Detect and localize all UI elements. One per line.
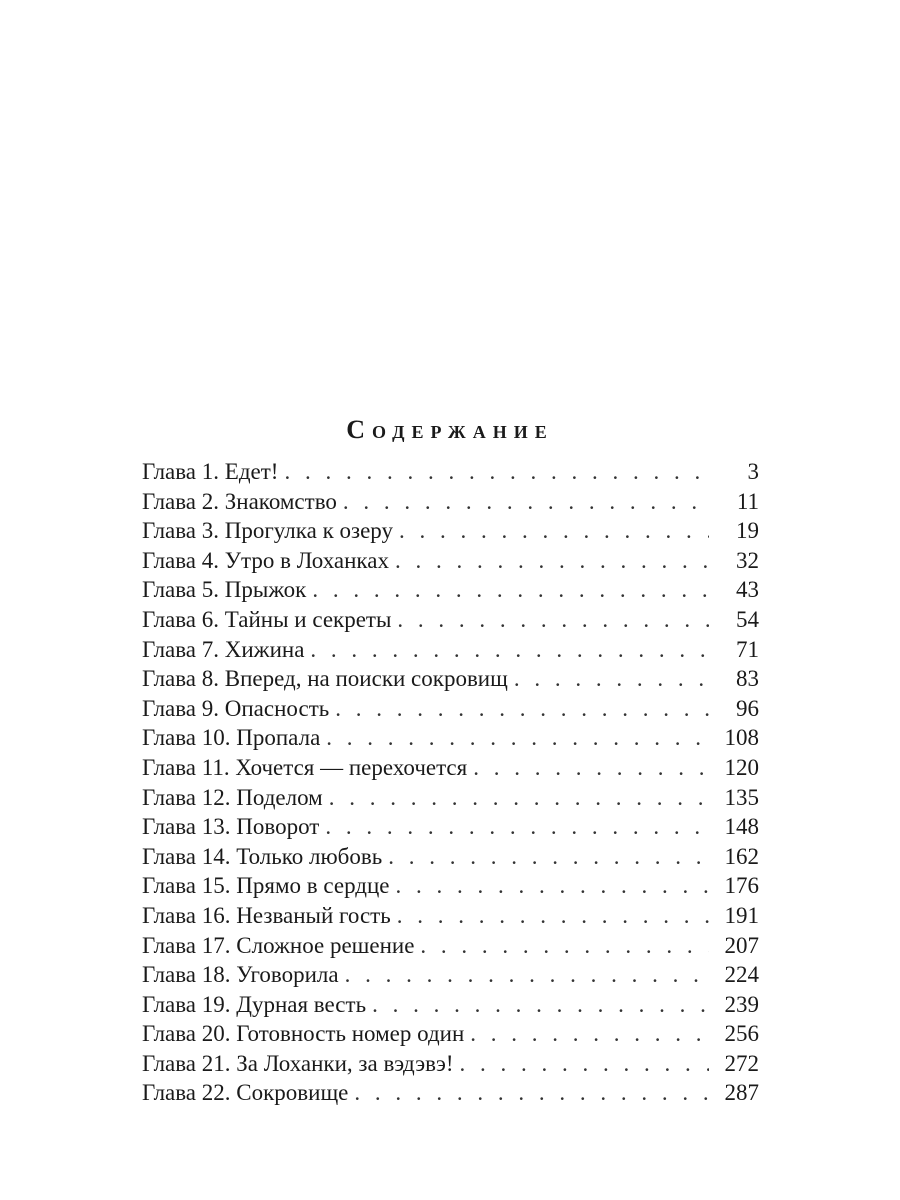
toc-entry [142,575,759,605]
toc-chapter-title: Глава 15. Прямо в сердце [142,873,390,899]
toc-chapter-title: Глава 22. Сокровище [142,1080,349,1106]
toc-page-number: 43 [736,577,759,603]
toc-entry [142,812,759,842]
dot-leader [335,694,709,724]
toc-page-number: 256 [724,1021,759,1047]
toc-chapter-title: Глава 5. Прыжок [142,577,307,603]
toc-entry [142,960,759,990]
toc-entry [142,723,759,753]
toc-entry [142,901,759,931]
toc-page-number: 148 [724,814,759,840]
toc-entry [142,487,759,517]
dot-leader [345,960,709,990]
toc-page-number: 120 [724,754,759,780]
dot-leader [326,723,709,753]
toc-page-number: 11 [736,488,759,514]
dot-leader [343,487,709,517]
toc-list [142,457,759,1108]
dot-leader [312,575,709,605]
dot-leader [329,783,709,813]
dot-leader [514,664,709,694]
toc-entry [142,783,759,813]
toc-chapter-title: Глава 8. Вперед, на поиски сокровищ [142,666,508,692]
toc-chapter-title: Глава 16. Незваный гость [142,902,391,928]
toc-entry [142,753,759,783]
dot-leader [388,842,709,872]
toc-page-number: 3 [747,459,759,484]
dot-leader [395,546,709,576]
toc-page-number: 191 [724,902,759,928]
dot-leader [397,901,709,931]
toc-page-number: 207 [724,932,759,958]
toc-chapter-title: Глава 21. За Лоханки, за вэдэвэ! [142,1050,454,1076]
toc-chapter-title: Глава 3. Прогулка к озеру [142,518,393,544]
toc-entry [142,931,759,961]
dot-leader [354,1078,709,1108]
toc-chapter-title: Глава 13. Поворот [142,814,320,840]
toc-page-number: 239 [724,991,759,1017]
toc-page-number: 176 [724,873,759,899]
toc-chapter-title: Глава 10. Пропала [142,725,321,751]
toc-entry [142,1019,759,1049]
dot-leader [420,931,709,961]
toc-chapter-title: Глава 19. Дурная весть [142,991,367,1017]
toc-chapter-title: Глава 6. Тайны и секреты [142,606,392,632]
toc-page-number: 287 [724,1080,759,1106]
toc-chapter-title: Глава 11. Хочется — перехочется [142,754,468,780]
dot-leader [460,1049,709,1079]
toc-page-number: 272 [724,1050,759,1076]
dot-leader [325,812,709,842]
dot-leader [396,871,710,901]
toc-chapter-title: Глава 4. Утро в Лоханках [142,547,389,573]
toc-entry [142,694,759,724]
toc-entry [142,546,759,576]
toc-chapter-title: Глава 2. Знакомство [142,488,337,514]
toc-page-number: 162 [724,843,759,869]
toc-page-number: 224 [724,962,759,988]
toc-page-number: 54 [736,606,759,632]
toc-title: Содержание [346,415,554,445]
toc-entry [142,635,759,665]
toc-page-number: 83 [736,666,759,692]
toc-chapter-title: Глава 18. Уговорила [142,962,339,988]
dot-leader [470,1019,709,1049]
toc-chapter-title: Глава 1. Едет! [142,459,279,484]
dot-leader [473,753,709,783]
dot-leader [397,605,709,635]
dot-leader [284,457,709,487]
toc-entry [142,457,759,487]
toc-chapter-title: Глава 14. Только любовь [142,843,383,869]
toc-chapter-title: Глава 7. Хижина [142,636,305,662]
toc-entry [142,516,759,546]
dot-leader [372,990,709,1020]
toc-entry [142,871,759,901]
toc-page-number: 135 [724,784,759,810]
toc-page-number: 96 [736,695,759,721]
toc-chapter-title: Глава 20. Готовность номер один [142,1021,465,1047]
toc-chapter-title: Глава 12. Поделом [142,784,323,810]
toc-entry [142,842,759,872]
toc-page-number: 108 [724,725,759,751]
toc-page-number: 32 [736,547,759,573]
dot-leader [399,516,709,546]
toc-entry [142,1078,759,1108]
dot-leader [310,635,709,665]
toc-entry [142,1049,759,1079]
toc-entry [142,605,759,635]
toc-chapter-title: Глава 17. Сложное решение [142,932,415,958]
toc-entry [142,990,759,1020]
toc-entry [142,664,759,694]
toc-chapter-title: Глава 9. Опасность [142,695,330,721]
toc-page-number: 71 [736,636,759,662]
toc-page-number: 19 [736,518,759,544]
